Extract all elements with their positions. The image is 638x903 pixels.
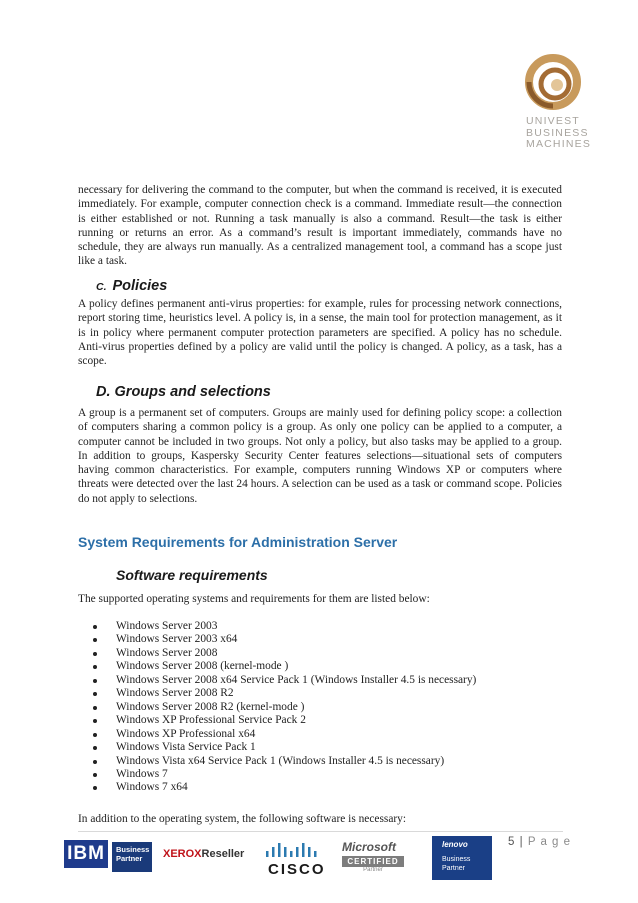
section-d-title: Groups and selections — [114, 384, 271, 400]
footer-divider — [78, 831, 563, 832]
list-item: Windows XP Professional Service Pack 2 — [78, 714, 476, 727]
company-name-logo-text — [526, 116, 591, 151]
page-label: P a g e — [527, 836, 572, 848]
ms-partner-text: Partner — [363, 867, 383, 873]
lenovo-badge-line-2: Partner — [442, 864, 465, 872]
closing-paragraph: In addition to the operating system, the following software is necessary: — [78, 813, 407, 825]
os-intro-paragraph: The supported operating systems and requirements for them are listed below: — [78, 593, 430, 605]
xerox-reseller-logo — [163, 848, 244, 860]
lenovo-badge — [442, 856, 470, 873]
microsoft-certified-partner-logo — [342, 840, 414, 878]
section-c-paragraph: A policy defines permanent anti-virus properties: for example, rules for processing network connections, report storing time, heuristics level. A policy is, in a sense, the main tool for protection management, as it is in policy where permanent computer protection parameters are specified. A policy has no schedule. Anti-virus properties defined by a policy are valid until the policy is changed. A policy, as a task, has a scope. — [78, 298, 562, 368]
section-d-letter: D. — [96, 384, 111, 400]
logo-line-3: MACHINES — [526, 138, 592, 150]
ibm-partner-badge — [112, 842, 152, 872]
section-d-paragraph: A group is a permanent set of computers. Groups are mainly used for defining policy scope: a collection of computers sharing a common policy is a group. As only one policy can be applied to a computer, a computer cannot be included in two groups. Not only a policy, but also tasks may be applied to a group. In addition to groups, Kaspersky Security Center features selections—situational sets of computers having common characteristics. For example, computers running Windows XP or computers where threats were detected over the last 24 hours. A selection can be used as a task or command scope. Policies do not apply to selections. — [78, 407, 562, 505]
list-item: Windows Server 2008 R2 (kernel-mode ) — [78, 701, 476, 714]
cisco-bars-icon — [264, 842, 330, 860]
list-item: Windows 7 x64 — [78, 781, 476, 794]
lenovo-badge-line-1: Business — [442, 856, 471, 863]
page-number-value: 5 — [508, 836, 516, 848]
section-d-heading — [96, 384, 271, 400]
list-item: Windows Vista Service Pack 1 — [78, 741, 476, 754]
page-separator: | — [519, 836, 524, 848]
cisco-logo — [262, 842, 332, 878]
reseller-text: Reseller — [201, 848, 245, 860]
logo-line-2: BUSINESS — [526, 126, 589, 139]
ibm-logo-text: IBM — [64, 840, 108, 868]
xerox-text: XEROX — [163, 848, 202, 860]
cisco-text: CISCO — [268, 861, 326, 878]
os-list — [78, 620, 476, 795]
ibm-business-partner-logo — [64, 838, 154, 878]
system-requirements-heading: System Requirements for Administration Server — [78, 534, 398, 550]
lenovo-text: lenovo — [442, 840, 468, 849]
list-item: Windows XP Professional x64 — [78, 728, 476, 741]
intro-paragraph: necessary for delivering the command to the computer, but when the command is received, it is executed immediately. For example, computer connection check is a command. Immediate result—the connection is either established or not. Running a task manually is also a command. Result—the task is either running or returns an error. As a command’s result is important immediately, commands have no schedule, they are always run manually. As a centralized management tool, a command has a scope just like a task. — [78, 184, 562, 268]
logo-line-1: UNIVEST — [526, 115, 580, 127]
list-item: Windows Server 2003 — [78, 620, 476, 633]
microsoft-text: Microsoft — [342, 840, 396, 854]
ibm-badge-line-2: Partner — [116, 854, 143, 863]
lenovo-business-partner-logo — [432, 836, 492, 880]
section-c-letter: C. — [96, 281, 107, 293]
list-item: Windows Server 2008 R2 — [78, 687, 476, 700]
software-requirements-subheading: Software requirements — [116, 567, 268, 583]
list-item: Windows Server 2008 x64 Service Pack 1 (Windows Installer 4.5 is necessary) — [78, 674, 476, 687]
list-item: Windows 7 — [78, 768, 476, 781]
certified-text: CERTIFIED — [342, 856, 404, 867]
page-number — [508, 836, 571, 848]
ibm-badge-line-1: Business — [116, 845, 150, 854]
section-c-heading — [96, 278, 167, 294]
list-item: Windows Server 2003 x64 — [78, 633, 476, 646]
list-item: Windows Server 2008 — [78, 647, 476, 660]
section-c-title: Policies — [112, 278, 168, 294]
list-item: Windows Server 2008 (kernel-mode ) — [78, 660, 476, 673]
list-item: Windows Vista x64 Service Pack 1 (Windows Installer 4.5 is necessary) — [78, 755, 476, 768]
